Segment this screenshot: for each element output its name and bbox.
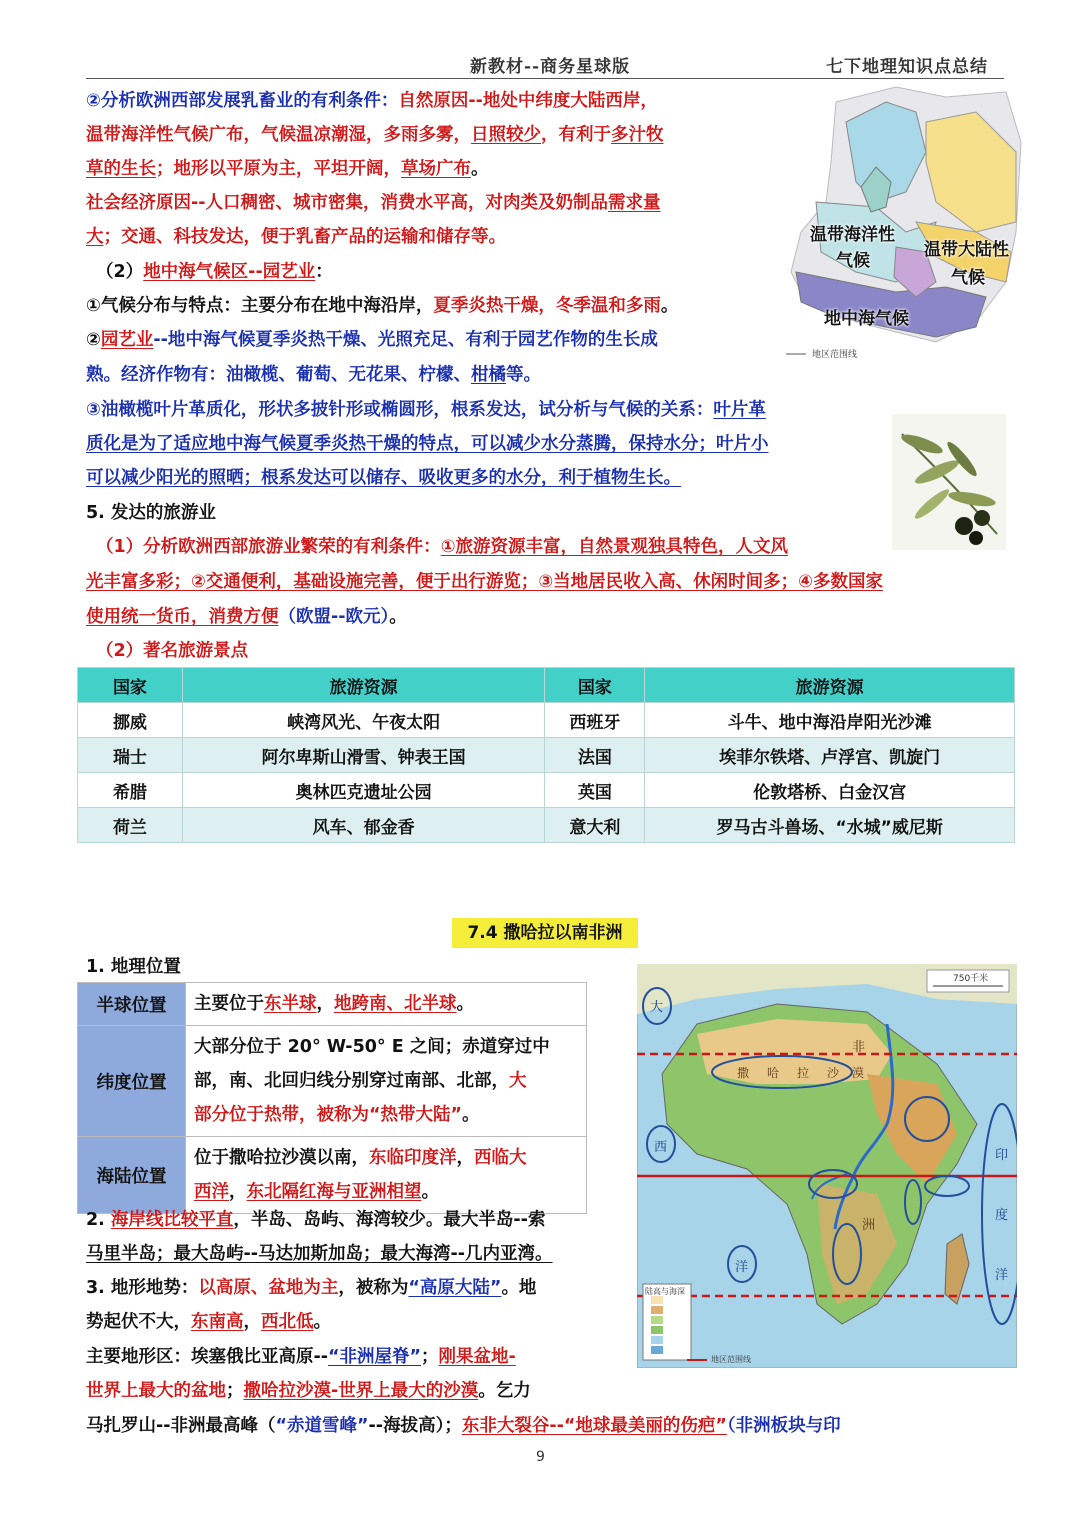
terrain-line-1	[86, 1271, 536, 1305]
table-header: 国家	[545, 668, 645, 703]
table-cell: 意大利	[545, 808, 645, 843]
loc-text: 大部分位于 20° W-50° E 之间；赤道穿过中	[194, 1037, 550, 1057]
map-label-indian-3: 洋	[995, 1268, 1009, 1283]
map-label-med: 地中海气候	[824, 309, 909, 329]
table-row	[78, 738, 1015, 773]
terrain-text: ，	[243, 1312, 261, 1332]
olive-line-1	[86, 393, 766, 427]
dairy-text: 大	[86, 227, 104, 247]
dairy-text: 温带海洋性气候广布，气候温凉潮湿，多雨多雾，	[86, 125, 471, 145]
olive-text: 可以减少阳光的照晒；根系发达可以储存、吸收更多的水分，利于植物生长。	[86, 468, 681, 488]
table-cell: 法国	[545, 738, 645, 773]
dairy-text: 。	[471, 159, 489, 179]
table-cell: 埃菲尔铁塔、卢浮宫、凯旋门	[645, 738, 1015, 773]
loc-line	[194, 1098, 578, 1132]
table-header: 国家	[78, 668, 183, 703]
dairy-text: 社会经济原因--人口稠密、城市密集，消费水平高，对肉类及奶制品	[86, 193, 609, 213]
loc-text: 主要位于	[194, 994, 264, 1014]
olive-text: ③油橄榄叶片革质化，形状多披针形或椭圆形，根系发达，试分析与气候的关系：	[86, 400, 714, 420]
loc-line	[194, 1141, 578, 1175]
header-right: 七下地理知识点总结	[826, 57, 988, 77]
horti-title	[96, 255, 333, 289]
landform-text: 马扎罗山--非洲最高峰（	[86, 1416, 276, 1436]
landform-line-3	[86, 1409, 841, 1443]
map-label-oceanic: 温带海洋性	[810, 225, 895, 245]
dairy-line-5	[86, 220, 506, 254]
loc-text: 部分位于热带，被称为“热带大陆”	[194, 1105, 463, 1125]
coast-line-1	[86, 1203, 545, 1237]
table-cell: 风车、郁金香	[182, 808, 545, 843]
landform-text: 。乞力	[478, 1381, 531, 1401]
landform-text: ；	[226, 1381, 244, 1401]
map-label-indian-1: 印	[995, 1148, 1009, 1163]
horti-text: 柑橘	[471, 365, 506, 385]
header-left: 新教材--商务星球版	[470, 57, 631, 77]
olive-line-3	[86, 461, 681, 495]
horti-text: --地中海气候夏季炎热干燥、光照充足、有利于园艺作物的生长成	[153, 330, 658, 350]
table-header-row	[78, 668, 1015, 703]
terrain-text: ，被称为	[338, 1278, 409, 1298]
horti-text: ①气候分布与特点：主要分布在地中海沿岸，	[86, 296, 434, 316]
terrain-line-2	[86, 1305, 331, 1339]
map-label-sahara-1: 撒	[737, 1066, 750, 1080]
loc-text: 东临印度洋	[369, 1148, 457, 1168]
horti-text: （2）	[96, 262, 144, 282]
table-header: 旅游资源	[645, 668, 1015, 703]
table-header: 旅游资源	[182, 668, 545, 703]
horti-text: 。	[660, 296, 679, 316]
dairy-text: 草场广布	[401, 159, 471, 179]
dairy-text: ，有利于	[541, 125, 611, 145]
table-cell: 阿尔卑斯山滑雪、钟表王国	[182, 738, 545, 773]
table-row	[78, 808, 1015, 843]
map-label-sahara-2: 哈	[767, 1066, 780, 1080]
landform-text: --海拔高）；	[368, 1416, 462, 1436]
coast-text: 海岸线比较平直	[110, 1210, 234, 1230]
tourism-text: 使用统一货币，消费方便	[86, 607, 279, 627]
loc-text: 大	[509, 1071, 527, 1091]
horti-text: 地中海气候区--园艺业	[143, 262, 316, 282]
terrain-text: 。	[313, 1312, 331, 1332]
landform-text: 撒哈拉沙漠-世界上最大的沙漠	[243, 1381, 479, 1401]
olive-text: 叶片小	[716, 434, 769, 454]
horti-text: 夏季炎热干燥，冬季温和多雨	[433, 296, 661, 316]
loc-text: 部，南、北回归线分别穿过南部、北部，	[194, 1071, 509, 1091]
table-cell: 罗马古斗兽场、“水城”威尼斯	[645, 808, 1015, 843]
loc-text: 西临大	[474, 1148, 527, 1168]
terrain-text: 以高原、盆地为主	[198, 1278, 339, 1298]
africa-map-graphic	[637, 964, 1017, 1368]
map-label-sahara-5: 漠	[852, 1066, 865, 1080]
hemisphere-content	[186, 983, 587, 1026]
landform-line-2	[86, 1374, 531, 1408]
loc-text: 。	[456, 994, 474, 1014]
header-rule	[86, 78, 1004, 79]
dairy-line-3	[86, 152, 489, 186]
horti-text: 园艺业	[100, 330, 154, 350]
horti-climate	[86, 289, 678, 323]
table-cell: 峡湾风光、午夜太阳	[182, 703, 545, 738]
olive-text: 质化是为了适应地中海气候夏季炎热干燥的特点，可以减少水分蒸腾，保持水分；	[86, 434, 716, 454]
europe-climate-map	[776, 82, 1026, 372]
tourism-text: （欧盟--欧元）	[278, 607, 390, 627]
olive-branch-icon	[892, 414, 1006, 550]
map-label-africa-2: 洲	[862, 1218, 876, 1233]
loc-line	[194, 1064, 578, 1098]
tourism-line-1	[96, 530, 788, 564]
dairy-text: ；交通、科技发达，便于乳畜产品的运输和储存等。	[103, 227, 506, 247]
dairy-natural: 自然原因--地处中纬度大陆西岸，	[398, 91, 658, 111]
table-cell: 伦敦塔桥、白金汉宫	[645, 773, 1015, 808]
landform-text: 世界上最大的盆地	[86, 1381, 226, 1401]
horti-text: ②	[86, 330, 101, 350]
table-row	[78, 773, 1015, 808]
loc-text: ，	[229, 1182, 247, 1202]
map-legend-text: 地区范围线	[812, 350, 858, 360]
tourism-line-2	[86, 565, 883, 599]
table-row	[78, 1026, 587, 1137]
landform-text: “地球最美丽的伤疤”	[563, 1416, 727, 1436]
dairy-question: ②分析欧洲西部发展乳畜业的有利条件：	[86, 91, 399, 111]
table-cell: 挪威	[78, 703, 183, 738]
tourism-text: ①旅游资源丰富，自然景观独具特色，人文风	[440, 537, 789, 557]
loc-text: 西洋	[194, 1182, 229, 1202]
spots-title: （2）著名旅游景点	[96, 641, 249, 661]
dairy-text: 多汁牧	[611, 125, 664, 145]
map-label-continental: 温带大陆性	[924, 240, 1009, 260]
map-label-atlantic-3: 洋	[735, 1260, 749, 1275]
table-cell: 英国	[545, 773, 645, 808]
landform-text: “非洲屋脊”	[328, 1347, 422, 1367]
horti-line-3	[86, 358, 541, 392]
table-cell: 西班牙	[545, 703, 645, 738]
terrain-text: “高原大陆”	[408, 1278, 502, 1298]
table-cell: 瑞士	[78, 738, 183, 773]
loc-text: 东北隔红海与亚洲相望	[246, 1182, 422, 1202]
sea-land-label: 海陆位置	[78, 1137, 186, 1214]
tourism-line-3	[86, 600, 407, 634]
map-label-atlantic-2: 西	[654, 1140, 668, 1155]
table-cell: 希腊	[78, 773, 183, 808]
olive-line-2	[86, 427, 769, 461]
horti-text: ：	[315, 262, 333, 282]
horti-text: 熟。经济作物有：油橄榄、葡萄、无花果、柠檬、	[86, 365, 471, 385]
terrain-text: 。地	[501, 1278, 537, 1298]
map-label-sahara-4: 沙	[827, 1066, 840, 1080]
map-legend-line: 地区范围线	[711, 1355, 751, 1364]
africa-section-title: 7.4 撒哈拉以南非洲	[452, 918, 638, 948]
terrain-text: 东南高	[191, 1312, 244, 1332]
landform-text: 刚果盆地-	[438, 1347, 516, 1367]
map-label-oceanic-2: 气候	[836, 251, 870, 271]
tourism-table	[77, 667, 1015, 843]
dairy-text: ；地形以平原为主，平坦开阔，	[156, 159, 401, 179]
map-label-continental-2: 气候	[951, 268, 985, 288]
tourism-heading: 5. 发达的旅游业	[86, 503, 216, 523]
dairy-text: 需求量	[608, 193, 661, 213]
map-label-indian-2: 度	[995, 1208, 1009, 1223]
loc-text: 。	[462, 1105, 480, 1125]
sea-land-content	[186, 1137, 587, 1214]
coast-text: 2.	[86, 1210, 111, 1230]
olive-text: 叶片革	[713, 400, 766, 420]
latitude-label: 纬度位置	[78, 1026, 186, 1137]
loc-text: 位于撒哈拉沙漠以南，	[194, 1148, 369, 1168]
landform-text: 东非大裂谷--	[461, 1416, 564, 1436]
table-cell: 奥林匹克遗址公园	[182, 773, 545, 808]
coast-text: ，半岛、岛屿、海湾较少。最大半岛--索	[233, 1210, 546, 1230]
table-cell: 荷兰	[78, 808, 183, 843]
latitude-content	[186, 1026, 587, 1137]
dairy-text: 日照较少	[471, 125, 541, 145]
map-label-africa-1: 非	[852, 1040, 866, 1055]
hemisphere-label: 半球位置	[78, 983, 186, 1026]
horti-line-2	[86, 323, 658, 357]
geo-heading: 1. 地理位置	[86, 957, 181, 977]
table-cell: 斗牛、地中海沿岸阳光沙滩	[645, 703, 1015, 738]
landform-line-1	[86, 1340, 516, 1374]
table-row	[78, 703, 1015, 738]
loc-text: 。	[421, 1182, 439, 1202]
tourism-text: 。	[389, 607, 407, 627]
landform-text: 主要地形区：埃塞俄比亚高原--	[86, 1347, 329, 1367]
olive-photo	[892, 414, 1006, 550]
dairy-line-4	[86, 186, 661, 220]
horti-text: 等。	[506, 365, 541, 385]
terrain-text: 3. 地形地势：	[86, 1278, 199, 1298]
loc-text: 东半球	[264, 994, 317, 1014]
tourism-text: （1）分析欧洲西部旅游业繁荣的有利条件：	[96, 537, 441, 557]
dairy-line-1	[86, 84, 658, 118]
coast-line-2: 马里半岛；最大岛屿--马达加斯加岛；最大海湾--几内亚湾。	[86, 1244, 553, 1264]
map-scale: 750千米	[953, 974, 989, 984]
map-label-atlantic-1: 大	[650, 1000, 664, 1015]
terrain-text: 势起伏不大，	[86, 1312, 191, 1332]
tourism-text: 光丰富多彩；②交通便利，基础设施完善，便于出行游览；③当地居民收入高、休闲时间多；④多数国家	[86, 572, 883, 592]
africa-location-table	[77, 982, 587, 1214]
landform-text: “赤道雪峰”	[275, 1416, 369, 1436]
table-row	[78, 1137, 587, 1214]
terrain-text: 西北低	[261, 1312, 314, 1332]
dairy-text: 草的生长	[86, 159, 156, 179]
dairy-line-2	[86, 118, 664, 152]
africa-physical-map	[637, 964, 1017, 1368]
map-legend-title: 陆高与海深	[645, 1287, 685, 1296]
landform-text: ；	[421, 1347, 439, 1367]
loc-text: ，	[316, 994, 334, 1014]
landform-text: （非洲板块与印	[726, 1416, 841, 1436]
page-number: 9	[536, 1449, 545, 1465]
map-label-sahara-3: 拉	[797, 1066, 810, 1080]
table-row	[78, 983, 587, 1026]
loc-text: 地跨南、北半球	[334, 994, 457, 1014]
loc-text: ，	[456, 1148, 474, 1168]
